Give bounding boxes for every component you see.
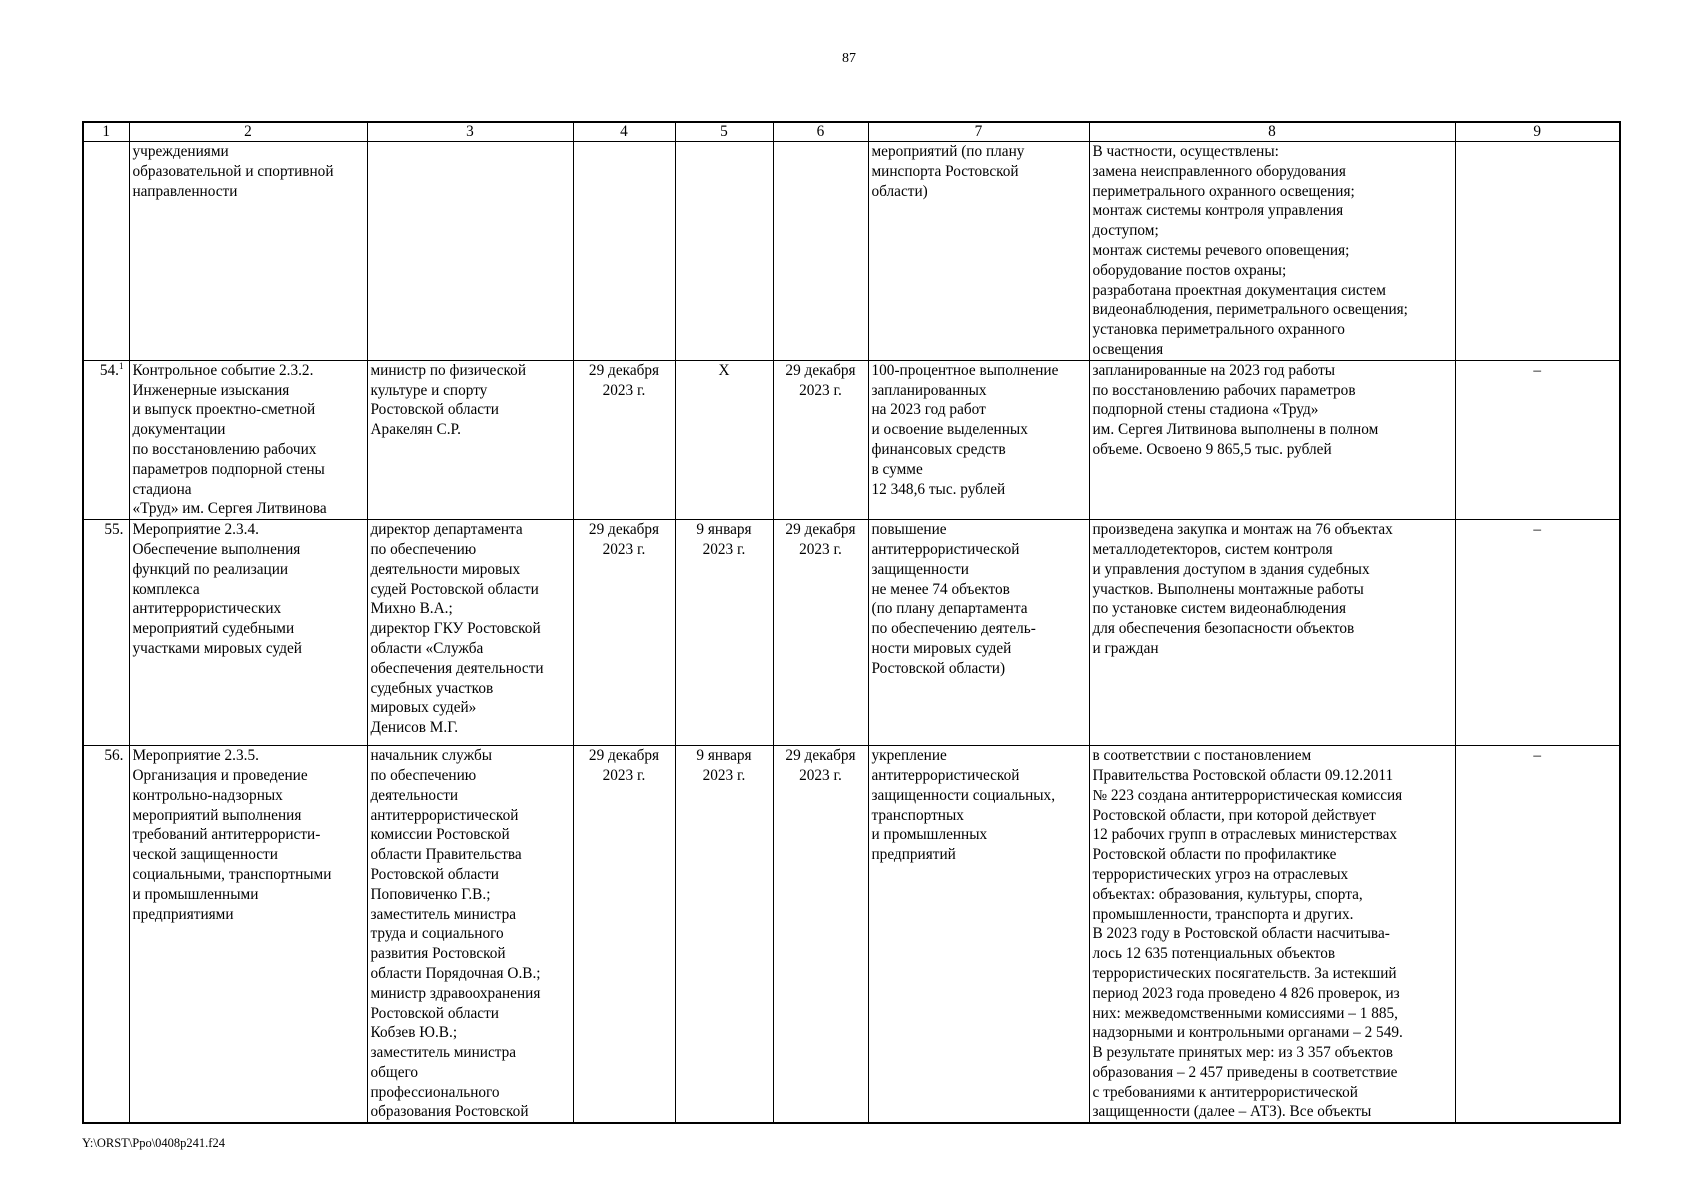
- row-number: 54.: [99, 361, 119, 379]
- row-number-superscript: 1: [119, 360, 124, 371]
- table-row: [83, 360, 1620, 519]
- actual-date-cell: 29 декабря 2023 г.: [773, 360, 868, 519]
- header-cell: 8: [1089, 122, 1455, 142]
- header-cell: 7: [868, 122, 1089, 142]
- row-number-cell: [83, 746, 129, 1124]
- note-cell: –: [1455, 360, 1620, 519]
- actual-date-cell: 29 декабря 2023 г.: [773, 520, 868, 746]
- responsible-cell: министр по физической культуре и спорту Ростовской области Аракелян С.Р.: [367, 360, 573, 519]
- row-number-cell: [83, 360, 129, 519]
- page-number: 87: [842, 51, 856, 66]
- actual-date-cell: 29 декабря 2023 г.: [773, 746, 868, 1124]
- plan-date-cell: 29 декабря 2023 г.: [573, 520, 675, 746]
- event-cell: Контрольное событие 2.3.2. Инженерные изыскания и выпуск проектно-сметной документации по восстановлению рабочих параметров подпорной стены стадиона «Труд» им. Сергея Литвинова: [129, 360, 367, 519]
- table-row: [83, 746, 1620, 1124]
- event-cell: учреждениями образовательной и спортивной направленности: [129, 142, 367, 361]
- info-cell: в соответствии с постановлением Правительства Ростовской области 09.12.2011 № 223 создана антитеррористическая комиссия Ростовской области, при которой действует 12 рабочих групп в отраслевых министерствах Ростовской области по профилактике террористических угроз на отраслевых объектах: образования, культуры, спорта, промышленности, транспорта и других. В 2023 году в Ростовской области насчитыва- лось 12 635 потенциальных объектов террористических посягательств. За истекший период 2023 года проведено 4 826 проверок, из них: межведомственными комиссиями – 1 885, надзорными и контрольными органами – 2 549. В результате принятых мер: из 3 357 объектов образования – 2 457 приведены в соответствие с требованиями к антитеррористической защищенности (далее – АТЗ). Все объекты: [1089, 746, 1455, 1124]
- header-cell: 5: [675, 122, 773, 142]
- forecast-date-cell: [675, 142, 773, 361]
- info-cell: В частности, осуществлены: замена неисправленного оборудования периметрального охранного освещения; монтаж системы контроля управления доступом; монтаж системы речевого оповещения; оборудование постов охраны; разработана проектная документация систем видеонаблюдения, периметрального освещения; установка периметрального охранного освещения: [1089, 142, 1455, 361]
- responsible-cell: начальник службы по обеспечению деятельности антитеррористической комиссии Ростовской области Правительства Ростовской области Поповиченко Г.В.; заместитель министра труда и социального развития Ростовской области Порядочная О.В.; министр здравоохранения Ростовской области Кобзев Ю.В.; заместитель министра общего профессионального образования Ростовской: [367, 746, 573, 1124]
- row-number: 55.: [104, 521, 124, 539]
- table-row: [83, 142, 1620, 361]
- note-cell: [1455, 142, 1620, 361]
- header-cell: 1: [83, 122, 129, 142]
- forecast-date-cell: X: [675, 360, 773, 519]
- forecast-date-cell: 9 января 2023 г.: [675, 520, 773, 746]
- note-cell: –: [1455, 520, 1620, 746]
- header-cell: 2: [129, 122, 367, 142]
- result-cell: 100-процентное выполнение запланированных на 2023 год работ и освоение выделенных финансовых средств в сумме 12 348,6 тыс. рублей: [868, 360, 1089, 519]
- responsible-cell: [367, 142, 573, 361]
- header-cell: 9: [1455, 122, 1620, 142]
- event-cell: Мероприятие 2.3.4. Обеспечение выполнения функций по реализации комплекса антитеррористических мероприятий судебными участками мировых судей: [129, 520, 367, 746]
- result-cell: укрепление антитеррористической защищенности социальных, транспортных и промышленных предприятий: [868, 746, 1089, 1124]
- result-cell: повышение антитеррористической защищенности не менее 74 объектов (по плану департамента по обеспечению деятель- ности мировых судей Ростовской области): [868, 520, 1089, 746]
- table-header-row: [83, 122, 1620, 142]
- plan-date-cell: 29 декабря 2023 г.: [573, 360, 675, 519]
- actual-date-cell: [773, 142, 868, 361]
- event-cell: Мероприятие 2.3.5. Организация и проведение контрольно-надзорных мероприятий выполнения требований антитеррористи- ческой защищенности социальными, транспортными и промышленными предприятиями: [129, 746, 367, 1124]
- result-cell: мероприятий (по плану минспорта Ростовской области): [868, 142, 1089, 361]
- plan-date-cell: 29 декабря 2023 г.: [573, 746, 675, 1124]
- info-cell: произведена закупка и монтаж на 76 объектах металлодетекторов, систем контроля и управления доступом в здания судебных участков. Выполнены монтажные работы по установке систем видеонаблюдения для обеспечения безопасности объектов и граждан: [1089, 520, 1455, 746]
- info-cell: запланированные на 2023 год работы по восстановлению рабочих параметров подпорной стены стадиона «Труд» им. Сергея Литвинова выполнены в полном объеме. Освоено 9 865,5 тыс. рублей: [1089, 360, 1455, 519]
- footer-file-path: Y:\ORST\Ppo\0408p241.f24: [82, 1136, 225, 1150]
- header-cell: 4: [573, 122, 675, 142]
- plan-date-cell: [573, 142, 675, 361]
- row-number-cell: [83, 520, 129, 746]
- row-number: 56.: [104, 747, 124, 765]
- report-table: [82, 121, 1621, 1124]
- forecast-date-cell: 9 января 2023 г.: [675, 746, 773, 1124]
- header-cell: 3: [367, 122, 573, 142]
- note-cell: –: [1455, 746, 1620, 1124]
- header-cell: 6: [773, 122, 868, 142]
- row-number-cell: [83, 142, 129, 361]
- responsible-cell: директор департамента по обеспечению деятельности мировых судей Ростовской области Михно В.А.; директор ГКУ Ростовской области «Служба обеспечения деятельности судебных участков мировых судей» Денисов М.Г.: [367, 520, 573, 746]
- table-row: [83, 520, 1620, 746]
